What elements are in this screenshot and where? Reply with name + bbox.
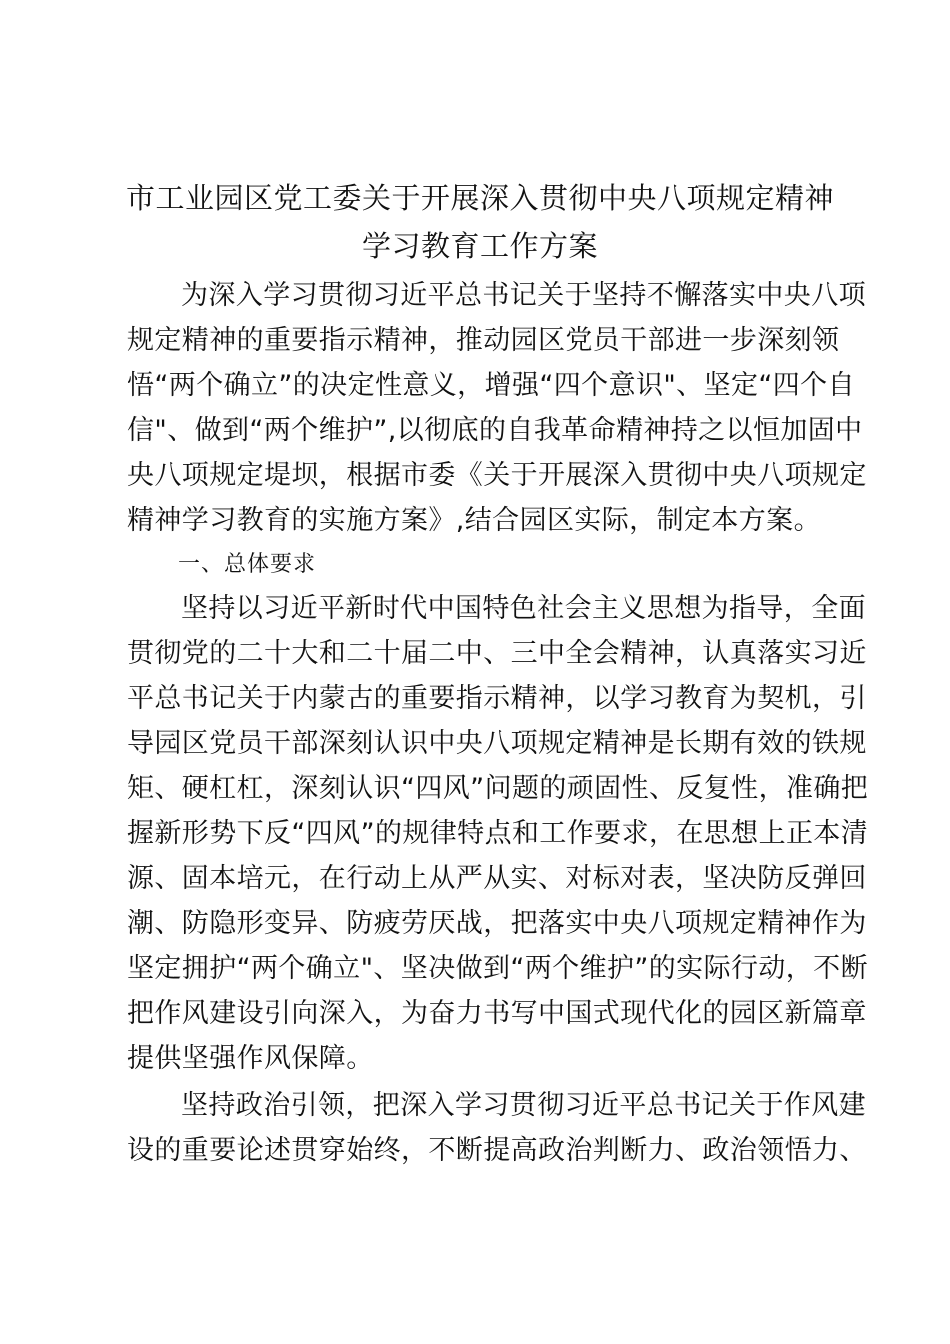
paragraph-line: 信"、做到“两个维护”,以彻底的自我革命精神持之以恒加固中 [127,415,863,446]
paragraph-line: 设的重要论述贯穿始终，不断提高政治判断力、政治领悟力、 [127,1135,867,1166]
document-title-line-2: 学习教育工作方案 [361,229,598,263]
paragraph-line: 握新形势下反“四风”的规律特点和工作要求，在思想上正本清 [127,818,869,849]
general-requirements-paragraph [127,586,869,1081]
paragraph-line: 源、固本培元，在行动上从严从实、对标对表，坚决防反弹回 [127,863,867,894]
paragraph-line: 精神学习教育的实施方案》,结合园区实际，制定本方案。 [127,505,821,536]
section-heading: 一、总体要求 [178,552,317,577]
document-title-line-1: 市工业园区党工委关于开展深入贯彻中央八项规定精神 [125,181,834,215]
paragraph-line: 央八项规定堤坝，根据市委《关于开展深入贯彻中央八项规定 [127,460,867,491]
paragraph-line: 规定精神的重要指示精神，推动园区党员干部进一步深刻领 [127,325,840,356]
paragraph-line: 贯彻党的二十大和二十届二中、三中全会精神，认真落实习近 [127,638,867,669]
paragraph-line: 矩、硬杠杠，深刻认识“四风”问题的顽固性、反复性，准确把 [127,773,869,804]
paragraph-line: 悟“两个确立”的决定性意义，增强“四个意识"、坚定“四个自 [127,370,855,401]
paragraph-line: 坚定拥护“两个确立"、坚决做到“两个维护”的实际行动，不断 [127,953,868,984]
paragraph-line: 潮、防隐形变异、防疲劳厌战，把落实中央八项规定精神作为 [127,908,867,939]
intro-paragraph [127,273,867,543]
paragraph-line: 平总书记关于内蒙古的重要指示精神，以学习教育为契机，引 [127,683,867,714]
paragraph-line: 坚持以习近平新时代中国特色社会主义思想为指导，全面 [181,593,866,624]
political-guidance-paragraph [127,1083,867,1173]
paragraph-line: 坚持政治引领，把深入学习贯彻习近平总书记关于作风建 [181,1090,866,1121]
paragraph-line: 把作风建设引向深入，为奋力书写中国式现代化的园区新篇章 [127,998,867,1029]
paragraph-line: 导园区党员干部深刻认识中央八项规定精神是长期有效的铁规 [127,728,867,759]
paragraph-line: 提供坚强作风保障。 [127,1043,374,1074]
paragraph-line: 为深入学习贯彻习近平总书记关于坚持不懈落实中央八项 [181,280,866,311]
